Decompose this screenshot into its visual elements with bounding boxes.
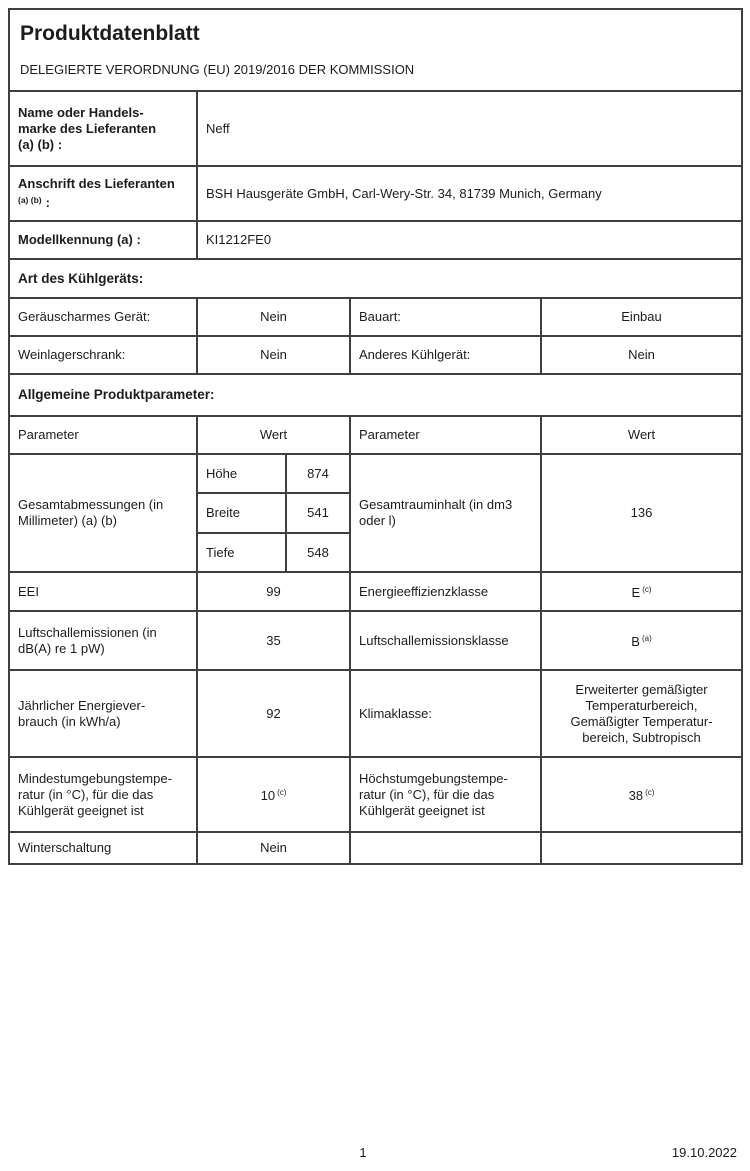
dimensions-label-line: Millimeter) (a) (b) bbox=[18, 513, 117, 528]
param-label: Energieeffizienzklasse bbox=[350, 572, 541, 611]
supplier-name-label bbox=[9, 91, 197, 166]
supplier-address-label bbox=[9, 166, 197, 221]
supplier-address-value: BSH Hausgeräte GmbH, Carl-Wery-Str. 34, 81739 Munich, Germany bbox=[197, 166, 742, 221]
dimensions-label-line: Gesamtabmessungen (in bbox=[18, 497, 164, 512]
climate-class-line: bereich, Subtropisch bbox=[582, 729, 701, 745]
param-value: Einbau bbox=[541, 298, 742, 336]
column-header-wert: Wert bbox=[197, 416, 350, 454]
volume-value: 136 bbox=[541, 454, 742, 572]
temperature-row bbox=[9, 757, 742, 832]
param-label: EEI bbox=[9, 572, 197, 611]
model-row bbox=[9, 221, 742, 259]
column-header-row bbox=[9, 416, 742, 454]
temp-number: 38 bbox=[628, 788, 644, 803]
param-label: Winterschaltung bbox=[9, 832, 197, 864]
param-label-line: Mindestumgebungstempe- bbox=[18, 770, 172, 786]
param-label: Luftschallemissionsklasse bbox=[350, 611, 541, 670]
empty-cell bbox=[541, 832, 742, 864]
max-temp-value bbox=[541, 757, 742, 832]
param-label: Geräuscharmes Gerät: bbox=[9, 298, 197, 336]
param-value: 35 bbox=[197, 611, 350, 670]
dimension-name: Breite bbox=[197, 493, 286, 533]
title-cell bbox=[9, 9, 742, 91]
supplier-name-label-line: (a) (b) : bbox=[18, 136, 63, 152]
param-label: Bauart: bbox=[350, 298, 541, 336]
title-row bbox=[9, 9, 742, 91]
param-label bbox=[9, 670, 197, 757]
type-row bbox=[9, 298, 742, 336]
general-section-heading: Allgemeine Produktparameter: bbox=[9, 374, 742, 416]
param-label-line: dB(A) re 1 pW) bbox=[18, 640, 105, 656]
climate-class-line: Gemäßigter Temperatur- bbox=[570, 713, 713, 729]
param-label: Klimaklasse: bbox=[350, 670, 541, 757]
model-label: Modellkennung (a) : bbox=[9, 221, 197, 259]
dimensions-row bbox=[9, 454, 742, 493]
winter-row bbox=[9, 832, 742, 864]
energy-row bbox=[9, 670, 742, 757]
param-label-line: Jährlicher Energiever- bbox=[18, 697, 146, 713]
climate-class-value bbox=[541, 670, 742, 757]
dimension-value: 874 bbox=[286, 454, 350, 493]
supplier-name-row bbox=[9, 91, 742, 166]
eei-row bbox=[9, 572, 742, 611]
dimension-name: Höhe bbox=[197, 454, 286, 493]
empty-cell bbox=[350, 832, 541, 864]
model-value: KI1212FE0 bbox=[197, 221, 742, 259]
param-label bbox=[9, 611, 197, 670]
param-value: Nein bbox=[197, 298, 350, 336]
supplier-name-label-line: marke des Lieferanten bbox=[18, 120, 157, 136]
param-label-line: Kühlgerät geeignet ist bbox=[18, 802, 144, 818]
type-row bbox=[9, 336, 742, 374]
param-label-line: Kühlgerät geeignet ist bbox=[359, 802, 485, 818]
param-label-line: ratur (in °C), für die das bbox=[359, 786, 495, 802]
climate-class-line: Temperaturbereich, bbox=[585, 697, 698, 713]
supplier-address-label-suffix bbox=[18, 192, 188, 211]
regulation-subtitle: DELEGIERTE VERORDNUNG (EU) 2019/2016 DER KOMMISSION bbox=[20, 62, 415, 77]
param-value: 92 bbox=[197, 670, 350, 757]
volume-label-line: oder l) bbox=[359, 513, 396, 528]
type-section-heading: Art des Kühlgeräts: bbox=[9, 259, 742, 298]
footnote-marker: (a) (b) bbox=[18, 195, 42, 205]
general-section-heading-row bbox=[9, 374, 742, 416]
param-label: Weinlagerschrank: bbox=[9, 336, 197, 374]
param-label-line: Luftschallemissionen (in bbox=[18, 624, 157, 640]
climate-class-line: Erweiterter gemäßigter bbox=[575, 681, 708, 697]
energy-class-value bbox=[541, 572, 742, 611]
column-header-wert: Wert bbox=[541, 416, 742, 454]
param-label-line: ratur (in °C), für die das bbox=[18, 786, 154, 802]
page-title: Produktdatenblatt bbox=[20, 22, 200, 45]
noise-class-value bbox=[541, 611, 742, 670]
dimensions-label bbox=[9, 454, 197, 572]
dimension-name: Tiefe bbox=[197, 533, 286, 572]
footnote-marker: (a) bbox=[641, 634, 652, 643]
footnote-marker: (c) bbox=[645, 788, 655, 797]
column-header-parameter: Parameter bbox=[9, 416, 197, 454]
type-section-heading-row bbox=[9, 259, 742, 298]
class-letter: E bbox=[631, 585, 641, 600]
param-label-line: brauch (in kWh/a) bbox=[18, 713, 121, 729]
volume-label-line: Gesamtrauminhalt (in dm3 bbox=[359, 497, 513, 512]
page-number: 1 bbox=[359, 1145, 367, 1160]
datasheet-table bbox=[8, 8, 743, 865]
min-temp-value bbox=[197, 757, 350, 832]
supplier-address-label-line: Anschrift des Lieferanten bbox=[18, 176, 175, 191]
footnote-marker: (c) bbox=[642, 585, 652, 594]
param-value: Nein bbox=[541, 336, 742, 374]
document-date: 19.10.2022 bbox=[671, 1145, 737, 1160]
supplier-name-label-line: Name oder Handels- bbox=[18, 104, 144, 120]
param-label bbox=[350, 757, 541, 832]
label-colon: : bbox=[45, 195, 50, 210]
volume-label bbox=[350, 454, 541, 572]
param-value: Nein bbox=[197, 336, 350, 374]
param-value: 99 bbox=[197, 572, 350, 611]
class-letter: B bbox=[631, 634, 640, 649]
supplier-address-row bbox=[9, 166, 742, 221]
supplier-name-value: Neff bbox=[197, 91, 742, 166]
param-value: Nein bbox=[197, 832, 350, 864]
param-label bbox=[9, 757, 197, 832]
column-header-parameter: Parameter bbox=[350, 416, 541, 454]
footnote-marker: (c) bbox=[277, 788, 287, 797]
param-label: Anderes Kühlgerät: bbox=[350, 336, 541, 374]
param-label-line: Höchstumgebungstempe- bbox=[359, 770, 508, 786]
dimension-value: 548 bbox=[286, 533, 350, 572]
dimension-value: 541 bbox=[286, 493, 350, 533]
temp-number: 10 bbox=[260, 788, 276, 803]
noise-row bbox=[9, 611, 742, 670]
